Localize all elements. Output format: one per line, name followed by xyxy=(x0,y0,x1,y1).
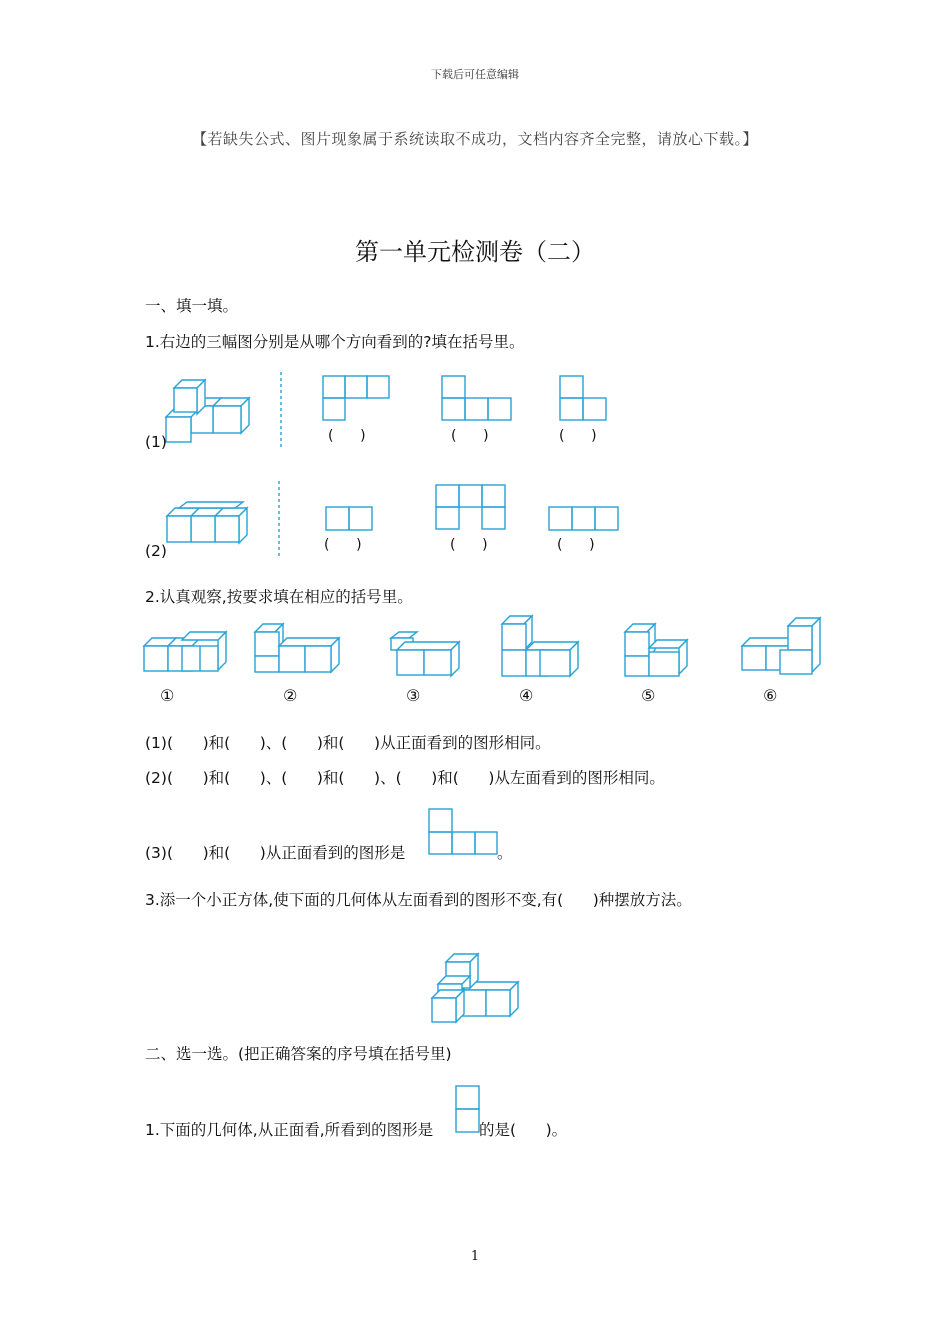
s2-q1-before: 1.下面的几何体,从正面看,所看到的图形是 xyxy=(145,1121,434,1139)
q1-row1-paren-b: ( ) xyxy=(451,428,489,444)
q2-label-1: ① xyxy=(160,686,175,705)
page-number: 1 xyxy=(470,1249,480,1264)
q2-sub1: (1)( )和( )、( )和( )从正面看到的图形相同。 xyxy=(145,734,551,752)
section1-heading: 一、填一填。 xyxy=(145,297,239,315)
q2-figure-4 xyxy=(500,614,584,678)
q3-solid-figure xyxy=(430,952,522,1024)
page-title: 第一单元检测卷（二） xyxy=(355,238,595,266)
q1-text: 1.右边的三幅图分别是从哪个方向看到的?填在括号里。 xyxy=(145,333,525,351)
q1-row2-divider xyxy=(277,481,281,557)
q1-row1-paren-c: ( ) xyxy=(559,428,597,444)
q1-row-divider xyxy=(279,372,283,448)
q3-text: 3.添一个小正方体,使下面的几何体从左面看到的图形不变,有( )种摆放方法。 xyxy=(145,891,692,909)
q2-sub3-before: (3)( )和( )从正面看到的图形是 xyxy=(145,844,406,862)
q1-row1-label: (1) xyxy=(145,433,167,451)
q1-row2-view-b xyxy=(435,484,507,532)
q2-sub3-after: 。 xyxy=(497,844,513,862)
q2-figure-3 xyxy=(387,630,467,676)
q1-row2-solid-figure xyxy=(165,500,255,546)
q1-row1-view-a xyxy=(322,375,392,423)
q1-row1-paren-a: ( ) xyxy=(328,428,366,444)
q2-figure-6 xyxy=(740,614,822,678)
q1-row2-paren-c: ( ) xyxy=(557,537,595,553)
q1-row1-solid-figure xyxy=(165,378,257,444)
q2-label-3: ③ xyxy=(406,686,421,705)
q1-row2-view-a xyxy=(325,506,375,532)
section2-heading: 二、选一选。(把正确答案的序号填在括号里) xyxy=(145,1045,452,1063)
q2-label-2: ② xyxy=(283,686,298,705)
q2-sub2: (2)( )和( )、( )和( )、( )和( )从左面看到的图形相同。 xyxy=(145,769,665,787)
q2-sub3-view-shape xyxy=(428,808,500,856)
q2-label-5: ⑤ xyxy=(641,686,656,705)
q1-row1-view-b xyxy=(441,375,513,423)
q2-text: 2.认真观察,按要求填在相应的括号里。 xyxy=(145,588,413,606)
q2-label-6: ⑥ xyxy=(763,686,778,705)
q1-row2-paren-b: ( ) xyxy=(450,537,488,553)
q2-figure-5 xyxy=(623,622,691,678)
q1-row2-view-c xyxy=(548,506,620,532)
s2-q1-after: 的是( )。 xyxy=(479,1121,568,1139)
q1-row2-paren-a: ( ) xyxy=(324,537,362,553)
download-notice: 【若缺失公式、图片现象属于系统读取不成功，文档内容齐全完整，请放心下载。】 xyxy=(191,130,758,148)
q1-row2-label: (2) xyxy=(145,542,167,560)
s2-q1-view-shape xyxy=(455,1085,481,1135)
q2-figure-2 xyxy=(253,622,343,674)
q2-label-4: ④ xyxy=(519,686,534,705)
header-note: 下载后可任意编辑 xyxy=(431,68,519,81)
q1-row1-view-c xyxy=(559,375,609,423)
q2-figure-1 xyxy=(142,630,232,674)
